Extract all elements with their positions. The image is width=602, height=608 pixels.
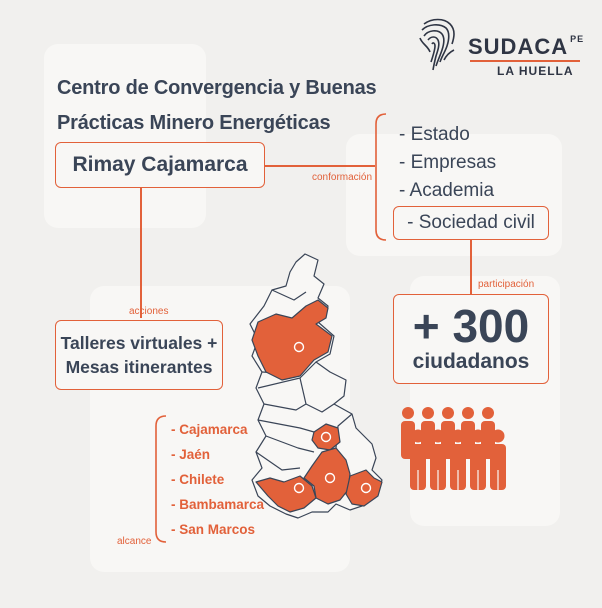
logo-brand xyxy=(468,34,584,60)
cajamarca-region-map-icon xyxy=(244,244,404,544)
logo-suffix: PE xyxy=(570,34,585,44)
participation-number: + 300 xyxy=(412,300,530,352)
conformation-item-estado: - Estado xyxy=(399,124,470,145)
conformation-item-empresas: - Empresas xyxy=(399,152,497,173)
title-line-1: Centro de Convergencia y Buenas xyxy=(57,77,377,99)
actions-box xyxy=(55,320,223,390)
participation-unit: ciudadanos xyxy=(412,350,530,373)
participation-box xyxy=(393,294,549,384)
scope-item-cajamarca: - Cajamarca xyxy=(171,422,248,437)
scope-label: alcance xyxy=(117,536,152,547)
connector-to-participation xyxy=(470,240,472,294)
center-box-rimay-cajamarca xyxy=(55,142,265,188)
conformation-item-sociedad-civil xyxy=(393,206,549,240)
connector-center-to-conformation xyxy=(265,165,375,167)
conformation-bracket xyxy=(372,112,392,242)
scope-bracket xyxy=(152,414,172,544)
logo-tagline: LA HUELLA xyxy=(497,64,574,78)
conformation-label: conformación xyxy=(312,172,373,183)
logo-divider xyxy=(470,60,580,62)
conformation-item-academia: - Academia xyxy=(399,180,495,201)
sudaca-fingerprint-logo-icon xyxy=(414,16,462,76)
scope-item-jaen: - Jaén xyxy=(171,447,211,462)
connector-center-to-actions xyxy=(140,188,142,318)
sociedad-civil-label: - Sociedad civil xyxy=(407,212,535,233)
people-crowd-icon xyxy=(396,404,516,494)
logo-brand-text: SUDACA xyxy=(468,34,569,59)
actions-line-2: Mesas itinerantes xyxy=(65,357,213,377)
actions-label: acciones xyxy=(129,306,169,317)
scope-item-san-marcos: - San Marcos xyxy=(171,522,256,537)
actions-line-1: Talleres virtuales + xyxy=(60,333,218,353)
center-box-label: Rimay Cajamarca xyxy=(72,153,248,176)
participation-label: participación xyxy=(478,279,535,290)
title-line-2: Prácticas Minero Energéticas xyxy=(57,112,331,134)
scope-item-bambamarca: - Bambamarca xyxy=(171,497,265,512)
scope-item-chilete: - Chilete xyxy=(171,472,225,487)
title-panel xyxy=(44,44,206,228)
